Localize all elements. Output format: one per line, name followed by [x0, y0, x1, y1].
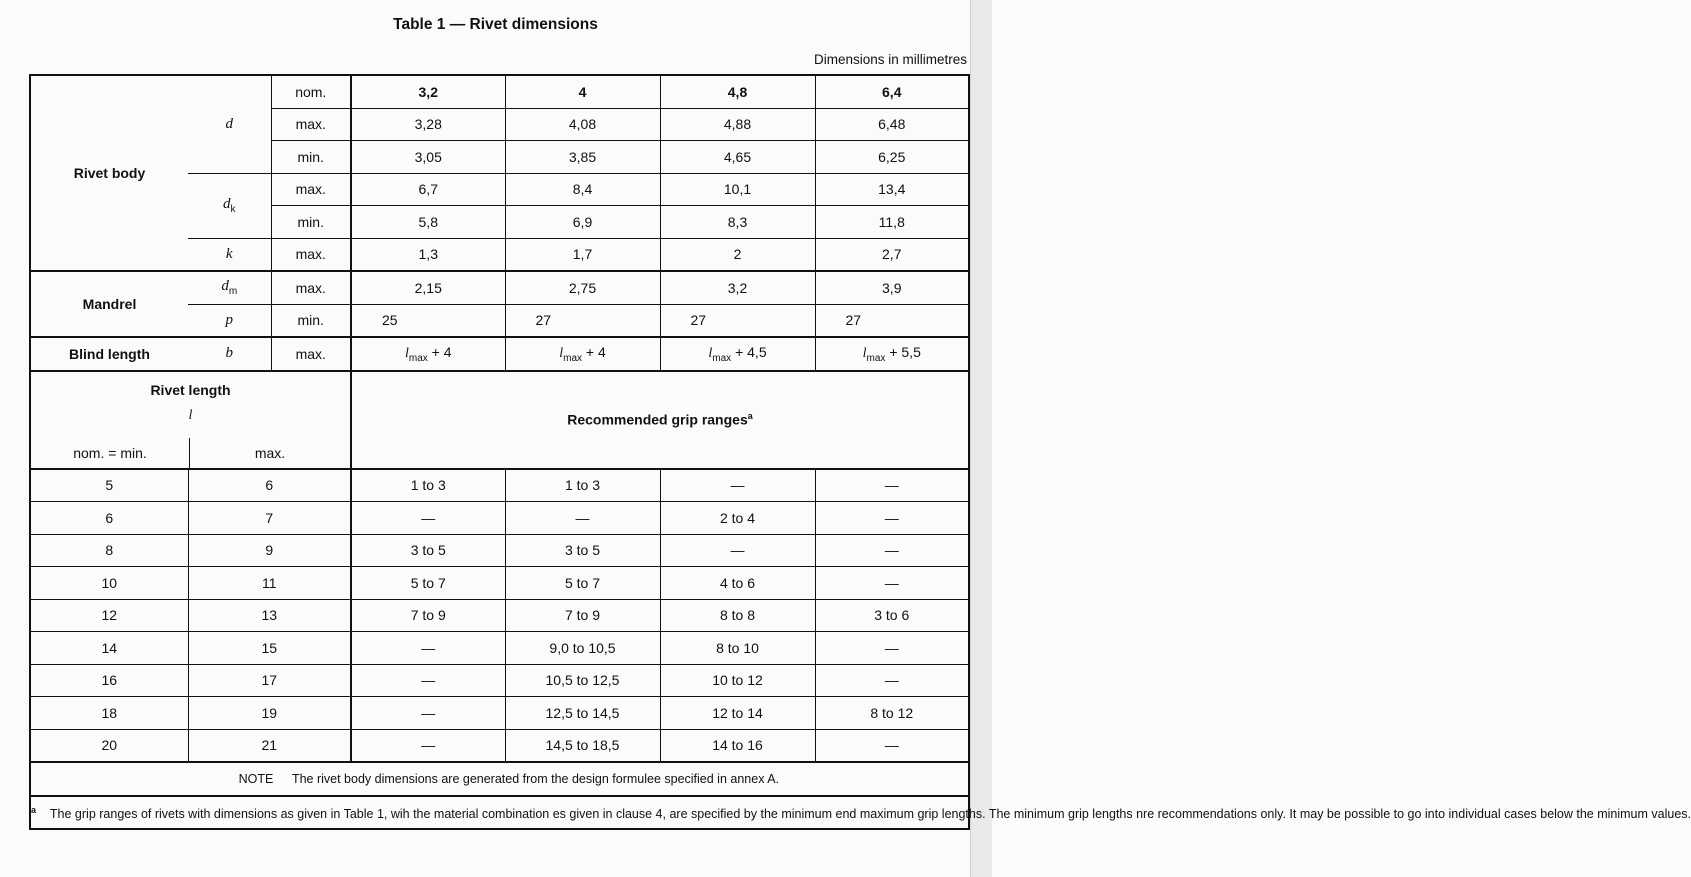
note-label: NOTE — [238, 771, 274, 786]
cell-value: 2,15 — [351, 271, 505, 304]
grip-cell: — — [815, 469, 969, 502]
cell-value: 3,2 — [660, 271, 815, 304]
rivet-length-symbol: l — [188, 407, 193, 423]
cell-value: 6,9 — [505, 206, 660, 239]
length-row — [30, 697, 969, 730]
grip-cell: — — [505, 502, 660, 535]
symbol-b: b — [188, 337, 271, 371]
cell-value: 10,1 — [660, 173, 815, 206]
cell-value: $l_{max} + 5,5$ — [815, 337, 969, 371]
cell-value: $l_{max} + 4$ — [505, 337, 660, 371]
nom-cell: 16 — [30, 664, 188, 697]
cell-value: 4 — [505, 75, 660, 108]
cell-value: 4,08 — [505, 108, 660, 141]
footnote-text: The grip ranges of rivets with dimensions as given in Table 1, wih the material combination es given in clause 4, are specified by the minimum end maximum grip lengths. The minimum grip lengths nre recommendations only. It may be possible to go into individual cases below the minimum values. — [49, 806, 1691, 821]
symbol-k: k — [188, 238, 271, 271]
blind-length-label: Blind length — [30, 337, 188, 371]
cell-value: $l_{max} + 4,5$ — [660, 337, 815, 371]
col-nom-min: nom. = min. — [31, 438, 190, 468]
nom-cell: 6 — [30, 502, 188, 535]
cell-value: 1,3 — [351, 238, 505, 271]
grip-cell: 8 to 8 — [660, 599, 815, 632]
length-row — [30, 664, 969, 697]
grip-cell: — — [815, 534, 969, 567]
max-cell: 13 — [188, 599, 351, 632]
cell-value: 6,25 — [815, 141, 969, 174]
note — [30, 762, 969, 796]
grip-cell: 3 to 6 — [815, 599, 969, 632]
nom-cell: 14 — [30, 632, 188, 665]
grip-cell: 5 to 7 — [351, 567, 505, 600]
note-text: The rivet body dimensions are generated from the design formulee specified in annex A. — [291, 771, 780, 786]
grip-cell: — — [351, 632, 505, 665]
cell-value: 8,4 — [505, 173, 660, 206]
limit-label: max. — [271, 108, 351, 141]
units-note: Dimensions in millimetres — [813, 52, 967, 67]
cell-value: 6,48 — [815, 108, 969, 141]
grip-cell: 14,5 to 18,5 — [505, 729, 660, 762]
grip-cell: — — [351, 729, 505, 762]
grip-cell: — — [660, 469, 815, 502]
symbol-p: p — [188, 304, 271, 337]
grip-cell: 5 to 7 — [505, 567, 660, 600]
length-row — [30, 502, 969, 535]
length-row — [30, 534, 969, 567]
footnote — [30, 796, 1691, 830]
cell-value: 3,2 — [351, 75, 505, 108]
nom-cell: 5 — [30, 469, 188, 502]
row-rivet-length-header — [30, 371, 969, 469]
grip-cell: — — [351, 697, 505, 730]
cell-value: 2 — [660, 238, 815, 271]
limit-label: max. — [271, 173, 351, 206]
limit-label: nom. — [271, 75, 351, 108]
grip-cell: — — [351, 664, 505, 697]
cell-value: 3,85 — [505, 141, 660, 174]
symbol-d: d — [188, 75, 271, 173]
length-row — [30, 729, 969, 762]
max-cell: 6 — [188, 469, 351, 502]
grip-cell: — — [815, 729, 969, 762]
cell-value: 3,28 — [351, 108, 505, 141]
limit-label: max. — [271, 238, 351, 271]
nom-cell: 20 — [30, 729, 188, 762]
cell-value: 4,8 — [660, 75, 815, 108]
grip-cell: 8 to 12 — [815, 697, 969, 730]
nom-cell: 12 — [30, 599, 188, 632]
col-max: max. — [254, 444, 286, 461]
cell-value: 3,05 — [351, 141, 505, 174]
length-row — [30, 567, 969, 600]
cell-value: 3,9 — [815, 271, 969, 304]
rivet-body-label: Rivet body — [30, 75, 188, 271]
row-d-nom — [30, 75, 969, 108]
footnote-mark: a — [31, 804, 37, 815]
mandrel-label: Mandrel — [30, 271, 188, 337]
length-row — [30, 632, 969, 665]
grip-cell: 10,5 to 12,5 — [505, 664, 660, 697]
max-cell: 11 — [188, 567, 351, 600]
nom-cell: 18 — [30, 697, 188, 730]
symbol-dk: $d_k$ — [188, 173, 271, 238]
cell-value: 1,7 — [505, 238, 660, 271]
cell-value: 27 — [660, 304, 815, 337]
grip-cell: — — [351, 502, 505, 535]
max-cell: 17 — [188, 664, 351, 697]
rivet-length-header — [30, 371, 351, 469]
max-cell: 9 — [188, 534, 351, 567]
grip-cell: 3 to 5 — [505, 534, 660, 567]
grip-cell: 7 to 9 — [351, 599, 505, 632]
cell-value: 13,4 — [815, 173, 969, 206]
row-dm-max — [30, 271, 969, 304]
grip-cell: 12,5 to 14,5 — [505, 697, 660, 730]
grip-cell: 7 to 9 — [505, 599, 660, 632]
row-note — [30, 762, 969, 796]
page-edge — [970, 0, 992, 877]
nom-cell: 10 — [30, 567, 188, 600]
cell-value: 6,7 — [351, 173, 505, 206]
cell-value: $l_{max} + 4$ — [351, 337, 505, 371]
cell-value: 27 — [505, 304, 660, 337]
limit-label: min. — [271, 141, 351, 174]
cell-value: 4,65 — [660, 141, 815, 174]
max-cell: 7 — [188, 502, 351, 535]
grip-cell: 1 to 3 — [505, 469, 660, 502]
cell-value: 4,88 — [660, 108, 815, 141]
grip-cell: — — [815, 502, 969, 535]
grip-cell: 3 to 5 — [351, 534, 505, 567]
rivet-length-title: Rivet length — [150, 381, 231, 398]
max-cell: 19 — [188, 697, 351, 730]
length-row — [30, 469, 969, 502]
length-row — [30, 599, 969, 632]
nom-cell: 8 — [30, 534, 188, 567]
max-cell: 15 — [188, 632, 351, 665]
grip-ranges-header: Recommended grip ranges$^a$ — [351, 371, 969, 469]
limit-label: min. — [271, 304, 351, 337]
grip-cell: 12 to 14 — [660, 697, 815, 730]
rivet-dimensions-table — [29, 74, 1691, 830]
cell-value: 2,75 — [505, 271, 660, 304]
row-footnote — [30, 796, 969, 830]
table-title: Table 1 — Rivet dimensions — [393, 16, 598, 33]
limit-label: max. — [271, 337, 351, 371]
grip-cell: 14 to 16 — [660, 729, 815, 762]
cell-value: 5,8 — [351, 206, 505, 239]
grip-cell: 1 to 3 — [351, 469, 505, 502]
grip-cell: 4 to 6 — [660, 567, 815, 600]
cell-value: 2,7 — [815, 238, 969, 271]
cell-value: 8,3 — [660, 206, 815, 239]
cell-value: 25 — [351, 304, 505, 337]
grip-cell: — — [815, 567, 969, 600]
grip-cell: 10 to 12 — [660, 664, 815, 697]
cell-value: 11,8 — [815, 206, 969, 239]
cell-value: 6,4 — [815, 75, 969, 108]
grip-cell: — — [660, 534, 815, 567]
limit-label: max. — [271, 271, 351, 304]
limit-label: min. — [271, 206, 351, 239]
grip-cell: — — [815, 632, 969, 665]
grip-cell: 2 to 4 — [660, 502, 815, 535]
grip-cell: 9,0 to 10,5 — [505, 632, 660, 665]
grip-cell: — — [815, 664, 969, 697]
cell-value: 27 — [815, 304, 969, 337]
symbol-dm: $d_m$ — [188, 271, 271, 304]
grip-cell: 8 to 10 — [660, 632, 815, 665]
row-b-max — [30, 337, 969, 371]
max-cell: 21 — [188, 729, 351, 762]
